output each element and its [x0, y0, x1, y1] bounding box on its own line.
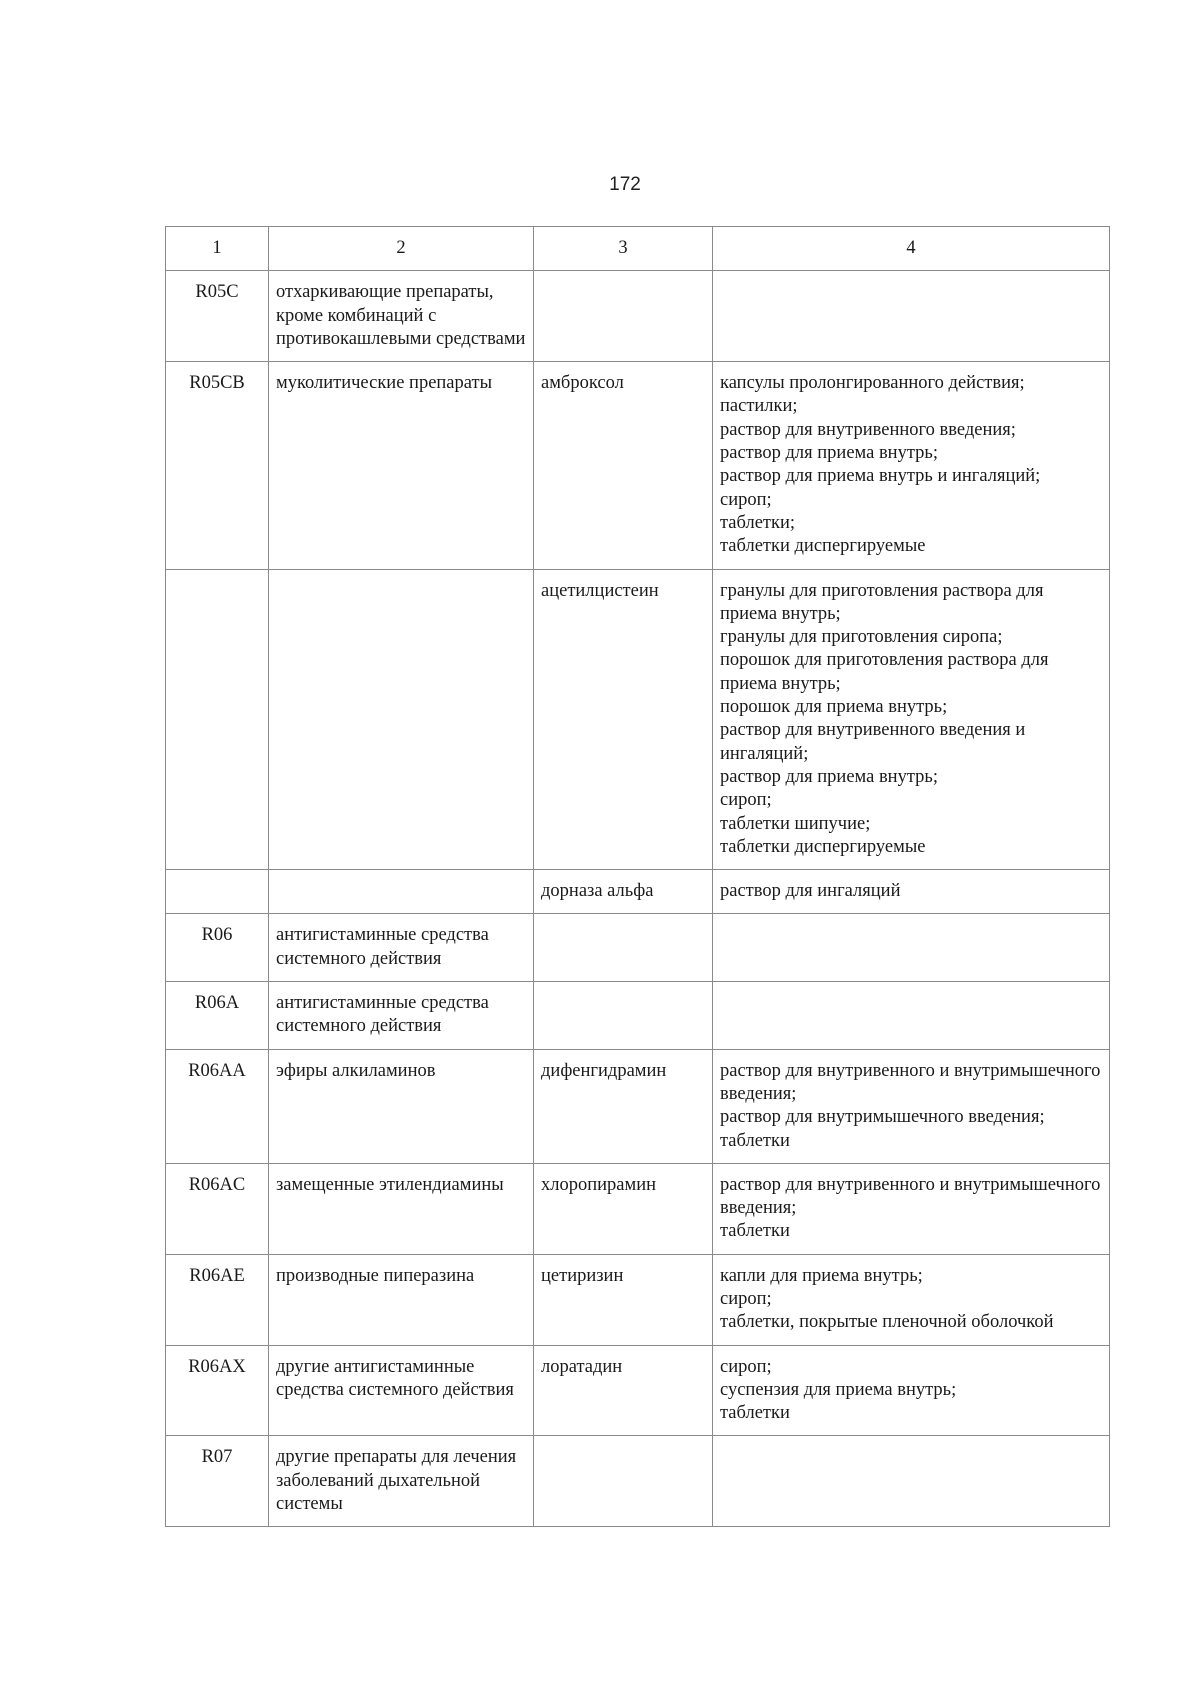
column-header-3: 3	[534, 227, 713, 271]
atc-code-cell	[166, 569, 269, 870]
drug-name-cell: хлоропирамин	[534, 1163, 713, 1254]
drug-name-cell: лоратадин	[534, 1345, 713, 1436]
table-row	[166, 1049, 1110, 1163]
group-name-cell: другие антигистаминные средства системного действия	[269, 1345, 534, 1436]
table-row	[166, 1163, 1110, 1254]
group-name-cell: замещенные этилендиамины	[269, 1163, 534, 1254]
drug-name-cell: цетиризин	[534, 1254, 713, 1345]
atc-code-cell	[166, 870, 269, 914]
column-header-1: 1	[166, 227, 269, 271]
column-header-2: 2	[269, 227, 534, 271]
table-row	[166, 870, 1110, 914]
atc-code-cell: R07	[166, 1436, 269, 1527]
atc-code-cell: R06AE	[166, 1254, 269, 1345]
group-name-cell	[269, 870, 534, 914]
table-row	[166, 1436, 1110, 1527]
page-number: 172	[609, 174, 641, 195]
drug-table	[165, 226, 1110, 1527]
table-row	[166, 271, 1110, 362]
atc-code-cell: R06AA	[166, 1049, 269, 1163]
atc-code-cell: R05C	[166, 271, 269, 362]
drug-name-cell	[534, 914, 713, 982]
drug-name-cell: дорназа альфа	[534, 870, 713, 914]
atc-code-cell: R06A	[166, 982, 269, 1050]
column-header-4: 4	[713, 227, 1110, 271]
dosage-forms-cell: гранулы для приготовления раствора для приема внутрь; гранулы для приготовления сиропа; порошок для приготовления раствора для приема внутрь; порошок для приема внутрь; раствор для внутривенного введения и ингаляций; раствор для приема внутрь; сироп; таблетки шипучие; таблетки диспергируемые	[713, 569, 1110, 870]
drug-name-cell	[534, 982, 713, 1050]
group-name-cell: отхаркивающие препараты, кроме комбинаций с противокашлевыми средствами	[269, 271, 534, 362]
drug-name-cell: ацетилцистеин	[534, 569, 713, 870]
table-row	[166, 362, 1110, 569]
dosage-forms-cell	[713, 271, 1110, 362]
table-row	[166, 569, 1110, 870]
drug-name-cell	[534, 1436, 713, 1527]
dosage-forms-cell: капли для приема внутрь; сироп; таблетки, покрытые пленочной оболочкой	[713, 1254, 1110, 1345]
table-row	[166, 1345, 1110, 1436]
drug-name-cell: дифенгидрамин	[534, 1049, 713, 1163]
dosage-forms-cell: капсулы пролонгированного действия; пастилки; раствор для внутривенного введения; раствор для приема внутрь; раствор для приема внутрь и ингаляций; сироп; таблетки; таблетки диспергируемые	[713, 362, 1110, 569]
drug-name-cell	[534, 271, 713, 362]
table-row	[166, 982, 1110, 1050]
dosage-forms-cell: раствор для ингаляций	[713, 870, 1110, 914]
atc-code-cell: R05CB	[166, 362, 269, 569]
atc-code-cell: R06AC	[166, 1163, 269, 1254]
group-name-cell: антигистаминные средства системного действия	[269, 982, 534, 1050]
group-name-cell: антигистаминные средства системного действия	[269, 914, 534, 982]
atc-code-cell: R06	[166, 914, 269, 982]
table-row	[166, 914, 1110, 982]
dosage-forms-cell	[713, 914, 1110, 982]
dosage-forms-cell: сироп; суспензия для приема внутрь; таблетки	[713, 1345, 1110, 1436]
group-name-cell: другие препараты для лечения заболеваний дыхательной системы	[269, 1436, 534, 1527]
dosage-forms-cell: раствор для внутривенного и внутримышечного введения; таблетки	[713, 1163, 1110, 1254]
table-row	[166, 1254, 1110, 1345]
dosage-forms-cell	[713, 982, 1110, 1050]
group-name-cell: муколитические препараты	[269, 362, 534, 569]
group-name-cell	[269, 569, 534, 870]
table-header-row	[166, 227, 1110, 271]
group-name-cell: производные пиперазина	[269, 1254, 534, 1345]
drug-name-cell: амброксол	[534, 362, 713, 569]
dosage-forms-cell: раствор для внутривенного и внутримышечного введения; раствор для внутримышечного введения; таблетки	[713, 1049, 1110, 1163]
atc-code-cell: R06AX	[166, 1345, 269, 1436]
group-name-cell: эфиры алкиламинов	[269, 1049, 534, 1163]
dosage-forms-cell	[713, 1436, 1110, 1527]
